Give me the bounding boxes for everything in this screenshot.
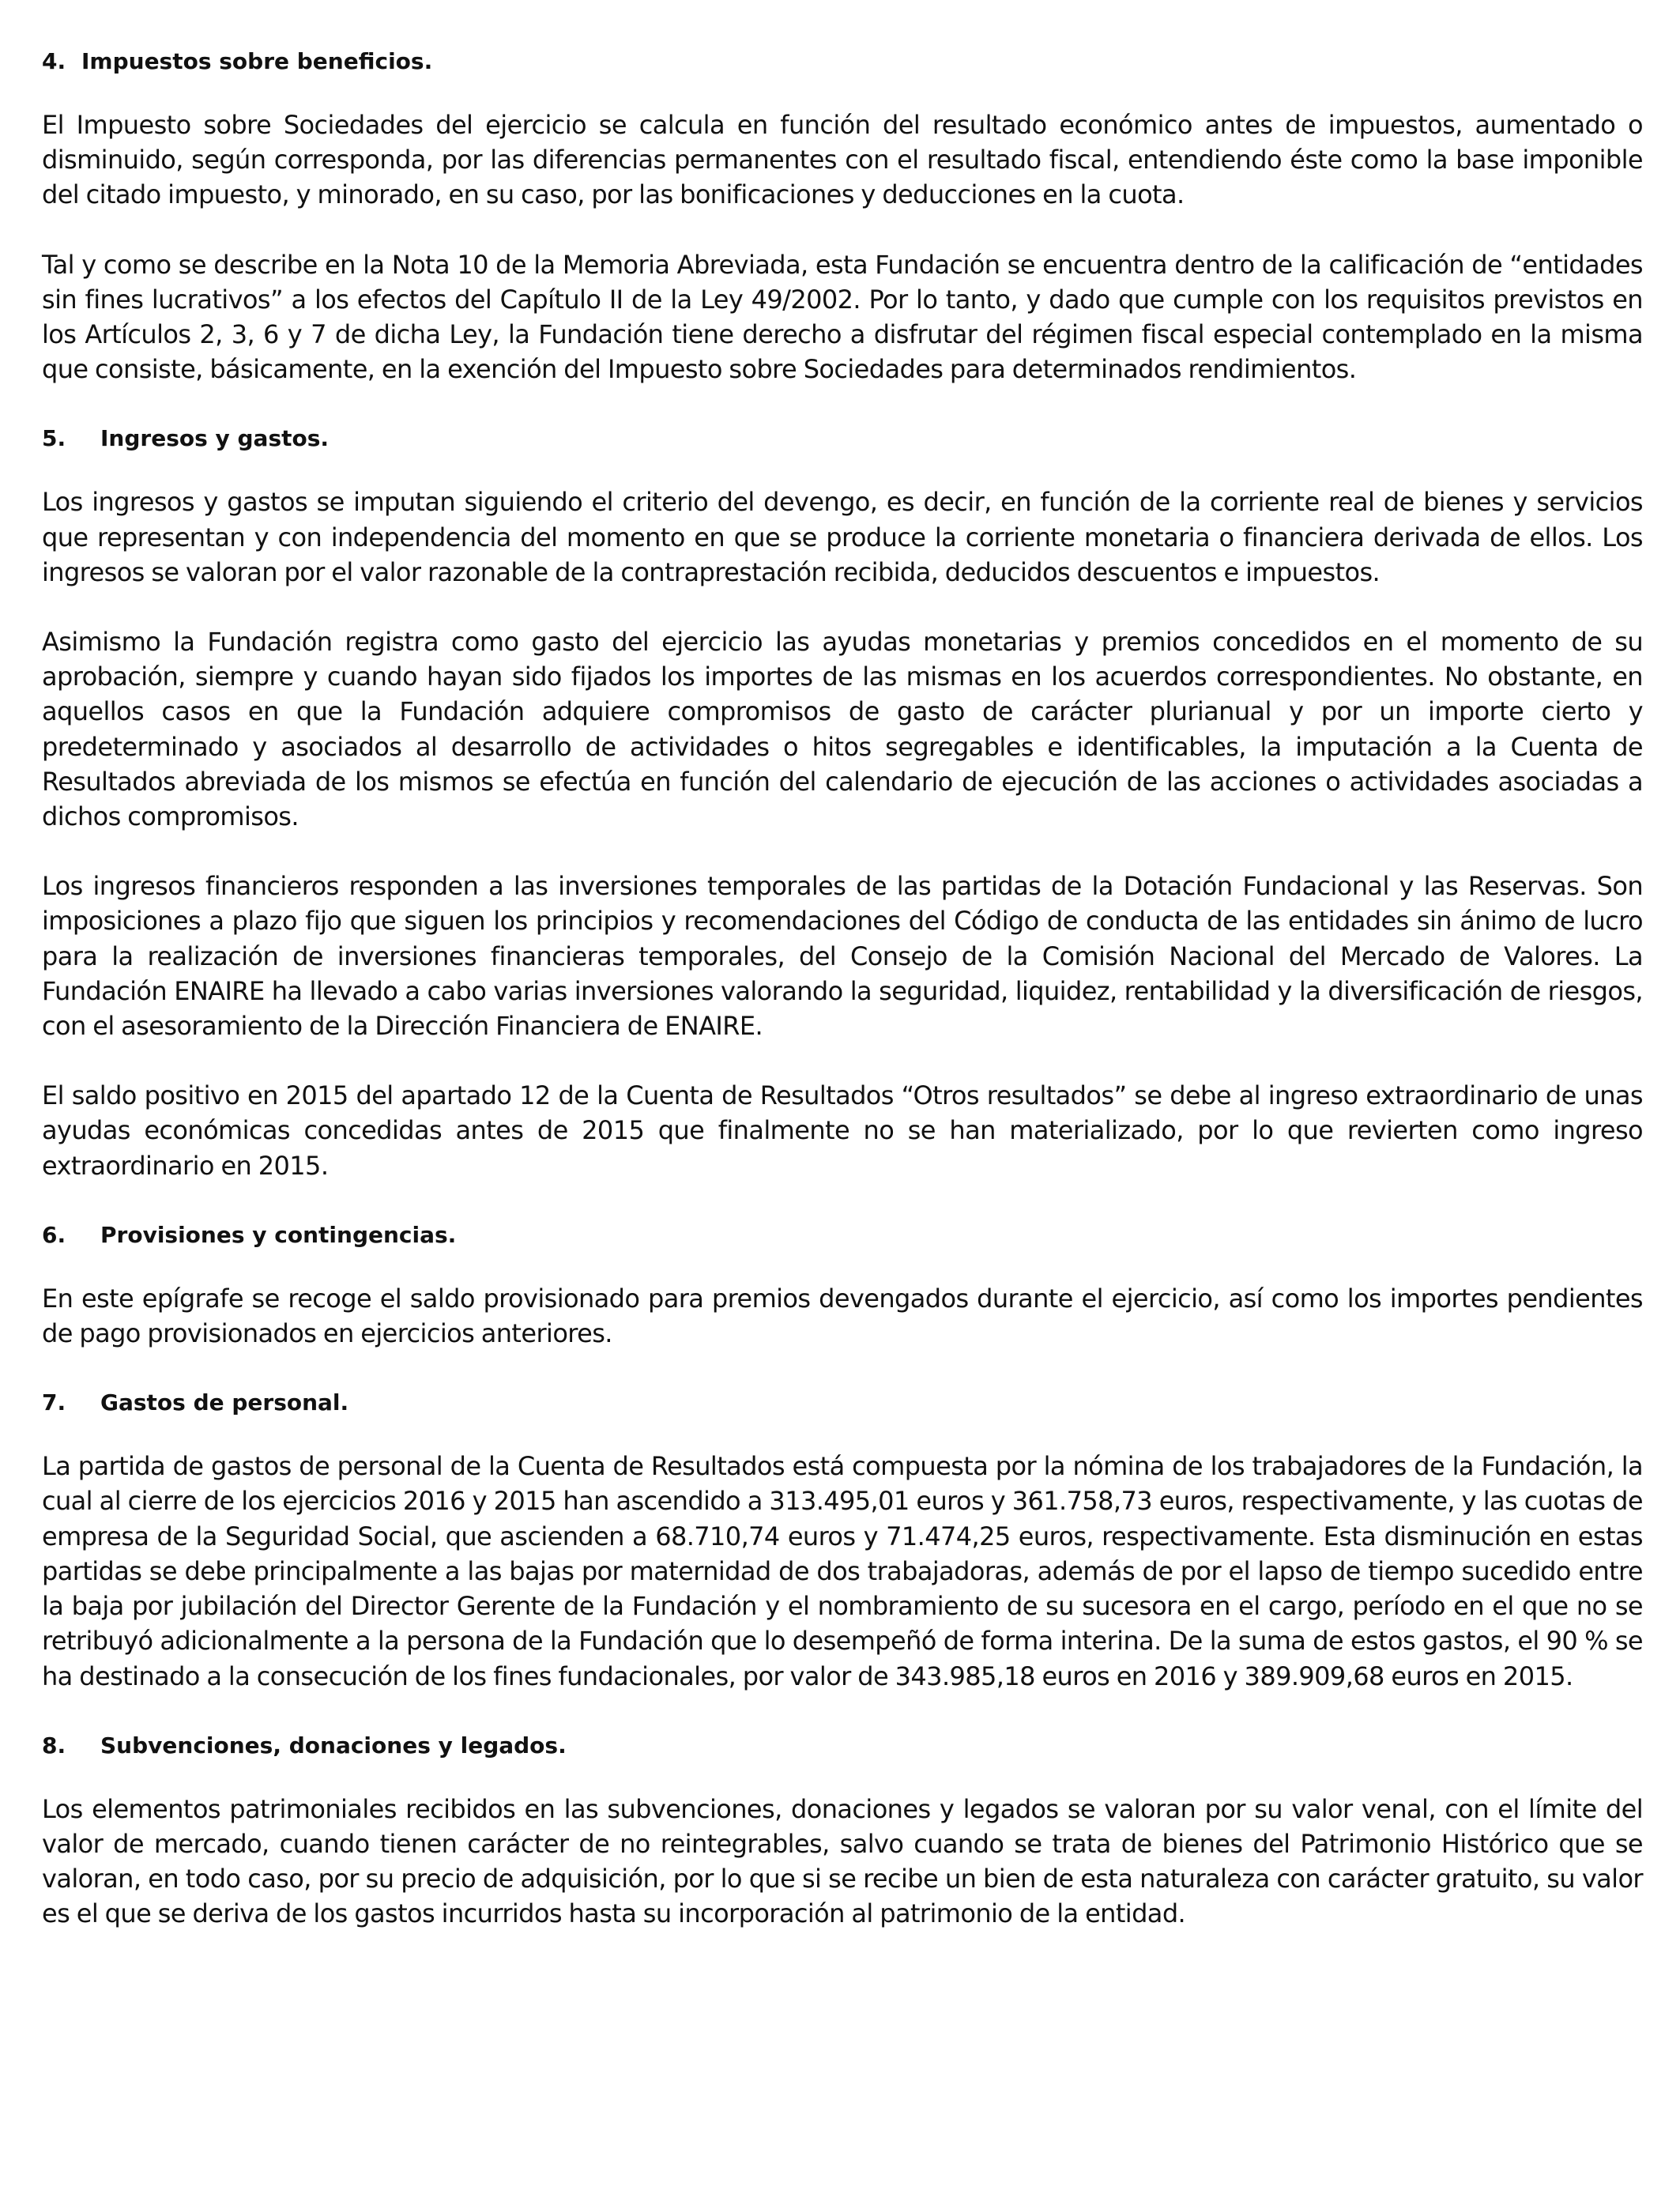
section-heading-5	[42, 421, 1643, 456]
section-heading-7	[42, 1385, 1643, 1420]
section-heading-6	[42, 1218, 1643, 1253]
paragraph: Asimismo la Fundación registra como gasto del ejercicio las ayudas monetarias y premios concedidos en el momento de su aprobación, siempre y cuando hayan sido fijados los importes de las mismas en los acuerdos correspondientes. No obstante, en aquellos casos en que la Fundación adquiere compromisos de gasto de carácter plurianual y por un importe cierto y predeterminado y asociados al desarrollo de actividades o hitos segregables e identificables, la imputación a la Cuenta de Resultados abreviada de los mismos se efectúa en función del calendario de ejecución de las acciones o actividades asociadas a dichos compromisos.	[42, 627, 1643, 832]
paragraph: El saldo positivo en 2015 del apartado 12 de la Cuenta de Resultados “Otros resultados” se debe al ingreso extraordinario de unas ayudas económicas concedidas antes de 2015 que finalmente no se han materializado, por lo que revierten como ingreso extraordinario en 2015.	[42, 1080, 1643, 1181]
paragraph: Los ingresos y gastos se imputan siguiendo el criterio del devengo, es decir, en función de la corriente real de bienes y servicios que representan y con independencia del momento en que se produce la corriente monetaria o financiera derivada de ellos. Los ingresos se valoran por el valor razonable de la contraprestación recibida, deducidos descuentos e impuestos.	[42, 487, 1643, 587]
paragraph: Los elementos patrimoniales recibidos en las subvenciones, donaciones y legados se valoran por su valor venal, con el límite del valor de mercado, cuando tienen carácter de no reintegrables, salvo cuando se trata de bienes del Patrimonio Histórico que se valoran, en todo caso, por su precio de adquisición, por lo que si se recibe un bien de esta naturaleza con carácter gratuito, su valor es el que se deriva de los gastos incurridos hasta su incorporación al patrimonio de la entidad.	[42, 1793, 1643, 1929]
section-title: Provisiones y contingencias.	[100, 1221, 457, 1248]
paragraph: Tal y como se describe en la Nota 10 de la Memoria Abreviada, esta Fundación se encuentra dentro de la calificación de “entidades sin fines lucrativos” a los efectos del Capítulo II de la Ley 49/2002. Por lo tanto, y dado que cumple con los requisitos previstos en los Artículos 2, 3, 6 y 7 de dicha Ley, la Fundación tiene derecho a disfrutar del régimen fiscal especial contemplado en la misma que consiste, básicamente, en la exención del Impuesto sobre Sociedades para determinados rendimientos.	[42, 249, 1643, 385]
section-title: Subvenciones, donaciones y legados.	[100, 1732, 567, 1759]
section-number: 7.	[42, 1389, 66, 1416]
paragraph: En este epígrafe se recoge el saldo provisionado para premios devengados durante el ejercicio, así como los importes pendientes de pago provisionados en ejercicios anteriores.	[42, 1283, 1643, 1349]
section-heading-8	[42, 1728, 1643, 1763]
section-title: Ingresos y gastos.	[100, 425, 330, 452]
paragraph: Los ingresos financieros responden a las inversiones temporales de las partidas de la Dotación Fundacional y las Reservas. Son imposiciones a plazo fijo que siguen los principios y recomendaciones del Código de conducta de las entidades sin ánimo de lucro para la realización de inversiones financieras temporales, del Consejo de la Comisión Nacional del Mercado de Valores. La Fundación ENAIRE ha llevado a cabo varias inversiones valorando la seguridad, liquidez, rentabilidad y la diversificación de riesgos, con el asesoramiento de la Dirección Financiera de ENAIRE.	[42, 871, 1643, 1042]
document-page	[42, 44, 1643, 1966]
section-number: 8.	[42, 1732, 66, 1759]
section-title: Gastos de personal.	[100, 1389, 349, 1416]
paragraph: La partida de gastos de personal de la Cuenta de Resultados está compuesta por la nómina de los trabajadores de la Fundación, la cual al cierre de los ejercicios 2016 y 2015 han ascendido a 313.495,01 euros y 361.758,73 euros, respectivamente, y las cuotas de empresa de la Seguridad Social, que ascienden a 68.710,74 euros y 71.474,25 euros, respectivamente. Esta disminución en estas partidas se debe principalmente a las bajas por maternidad de dos trabajadoras, además de por el lapso de tiempo sucedido entre la baja por jubilación del Director Gerente de la Fundación y el nombramiento de su sucesora en el cargo, período en el que no se retribuyó adicionalmente a la persona de la Fundación que lo desempeñó de forma interina. De la suma de estos gastos, el 90 % se ha destinado a la consecución de los fines fundacionales, por valor de 343.985,18 euros en 2016 y 389.909,68 euros en 2015.	[42, 1451, 1643, 1691]
paragraph: El Impuesto sobre Sociedades del ejercicio se calcula en función del resultado económico antes de impuestos, aumentado o disminuido, según corresponda, por las diferencias permanentes con el resultado fiscal, entendiendo éste como la base imponible del citado impuesto, y minorado, en su caso, por las bonificaciones y deducciones en la cuota.	[42, 110, 1643, 210]
section-heading-4	[42, 44, 1643, 79]
section-number: 4.	[42, 48, 66, 74]
section-title: Impuestos sobre beneficios.	[81, 48, 433, 74]
section-number: 5.	[42, 425, 66, 452]
section-number: 6.	[42, 1221, 66, 1248]
